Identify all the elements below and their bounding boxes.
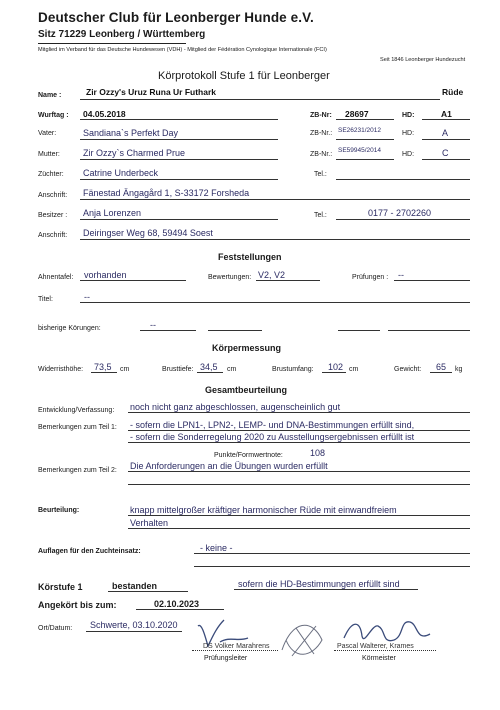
owner-address: Deiringser Weg 68, 59494 Soest bbox=[83, 228, 213, 238]
zb-line bbox=[336, 119, 394, 120]
breeder-address-line bbox=[80, 199, 470, 200]
remarks1-label: Bemerkungen zum Teil 1: bbox=[38, 424, 117, 431]
prior-label: bisherige Körungen: bbox=[38, 325, 101, 332]
height-label: Widerristhöhe: bbox=[38, 366, 84, 373]
development-label: Entwicklung/Verfassung: bbox=[38, 407, 115, 414]
master-sign-line bbox=[334, 650, 436, 651]
level-line bbox=[108, 591, 188, 592]
ratings-value: V2, V2 bbox=[258, 270, 286, 280]
since-note: Seit 1846 Leonberger Hundezucht bbox=[380, 57, 466, 63]
father-hd: A bbox=[442, 128, 449, 138]
mother-hd-label: HD: bbox=[402, 151, 415, 158]
mother-name: Zir Ozzy`s Charmed Prue bbox=[83, 148, 186, 158]
hd-line bbox=[422, 119, 470, 120]
until-line bbox=[136, 609, 224, 610]
remarks2-rule1 bbox=[128, 471, 470, 472]
chest-depth-label: Brusttiefe: bbox=[162, 366, 194, 373]
prior-value: -- bbox=[150, 320, 156, 330]
hd-label: HD: bbox=[402, 112, 415, 119]
breeder-line bbox=[80, 179, 278, 180]
club-name: Deutscher Club für Leonberger Hunde e.V. bbox=[38, 10, 314, 25]
dog-name: Zir Ozzy's Uruz Runa Ur Futhark bbox=[86, 87, 217, 97]
father-zb: SE26231/2012 bbox=[338, 127, 382, 134]
mother-zb-line bbox=[336, 159, 394, 160]
exams-line bbox=[394, 280, 470, 281]
ratings-label: Bewertungen: bbox=[208, 274, 252, 281]
father-line bbox=[80, 139, 278, 140]
owner-name: Anja Lorenzen bbox=[83, 208, 142, 218]
conditions-rule2 bbox=[194, 566, 470, 567]
mother-zb: SE59945/2014 bbox=[338, 147, 382, 154]
remarks1-rule2 bbox=[128, 442, 470, 443]
evaluation-rule1 bbox=[128, 515, 470, 516]
dog-sex: Rüde bbox=[442, 87, 464, 97]
height-line bbox=[91, 372, 117, 373]
father-label: Vater: bbox=[38, 130, 57, 137]
points-label: Punkte/Formwertnote: bbox=[214, 452, 283, 459]
height-value: 73,5 bbox=[94, 362, 112, 372]
chest-depth-value: 34,5 bbox=[200, 362, 218, 372]
titles-label: Titel: bbox=[38, 296, 53, 303]
height-unit: cm bbox=[120, 366, 130, 373]
level-label: Körstufe 1 bbox=[38, 582, 83, 592]
exams-label: Prüfungen : bbox=[352, 274, 389, 281]
chest-depth-line bbox=[197, 372, 223, 373]
evaluation-rule2 bbox=[128, 528, 470, 529]
seat-underline bbox=[38, 43, 186, 44]
owner-tel: 0177 - 2702260 bbox=[368, 208, 432, 218]
mother-hd: C bbox=[442, 148, 449, 158]
judge-name: DS Volker Marahrens bbox=[203, 643, 270, 650]
titles-value: -- bbox=[84, 292, 90, 302]
pedigree-value: vorhanden bbox=[84, 270, 127, 280]
development-value: noch nicht ganz abgeschlossen, augenscheinlich gut bbox=[130, 402, 341, 412]
father-hd-label: HD: bbox=[402, 130, 415, 137]
level-value: bestanden bbox=[112, 581, 158, 591]
place-line bbox=[86, 631, 182, 632]
titles-line bbox=[80, 302, 470, 303]
breeder-tel-line bbox=[336, 179, 470, 180]
hd-value: A1 bbox=[441, 109, 452, 119]
conditions-value: - keine - bbox=[200, 543, 233, 553]
girth-value: 102 bbox=[328, 362, 344, 372]
master-role: Körmeister bbox=[362, 655, 396, 662]
breeder-address-label: Anschrift: bbox=[38, 192, 68, 199]
owner-line bbox=[80, 219, 278, 220]
ratings-line bbox=[256, 280, 320, 281]
mother-label: Mutter: bbox=[38, 151, 60, 158]
whelped-date: 04.05.2018 bbox=[83, 109, 126, 119]
mother-hd-line bbox=[422, 159, 470, 160]
evaluation-line2: Verhalten bbox=[130, 518, 169, 528]
remarks1-line2: - sofern die Sonderregelung 2020 zu Ausstellungsergebnissen erfüllt ist bbox=[130, 432, 415, 442]
conditions-rule1 bbox=[194, 553, 470, 554]
weight-label: Gewicht: bbox=[394, 366, 422, 373]
prior-line-1 bbox=[140, 330, 196, 331]
owner-label: Besitzer : bbox=[38, 212, 68, 219]
father-zb-line bbox=[336, 139, 394, 140]
prior-line-4 bbox=[388, 330, 470, 331]
prior-line-2 bbox=[208, 330, 262, 331]
owner-address-label: Anschrift: bbox=[38, 232, 68, 239]
until-date: 02.10.2023 bbox=[154, 599, 200, 609]
father-zb-label: ZB-Nr.: bbox=[310, 130, 333, 137]
mother-line bbox=[80, 159, 278, 160]
remarks1-rule1 bbox=[128, 430, 470, 431]
remarks1-line1: - sofern die LPN1-, LPN2-, LEMP- und DNA-Bestimmungen erfüllt sind, bbox=[130, 420, 415, 430]
breeder-tel-label: Tel.: bbox=[314, 171, 327, 178]
pedigree-line bbox=[80, 280, 186, 281]
conditions-label: Auflagen für den Zuchteinsatz: bbox=[38, 548, 141, 555]
assessment-heading: Gesamtbeurteilung bbox=[205, 385, 288, 395]
owner-address-line bbox=[80, 239, 470, 240]
until-label: Angekört bis zum: bbox=[38, 600, 117, 610]
zb-label: ZB-Nr: bbox=[310, 112, 332, 119]
breeder-address: Fänestad Ängagård 1, S-33172 Forsheda bbox=[83, 188, 250, 198]
girth-label: Brustumfang: bbox=[272, 366, 314, 373]
whelped-label: Wurftag : bbox=[38, 112, 69, 119]
exams-value: -- bbox=[398, 270, 404, 280]
zb-number: 28697 bbox=[345, 109, 369, 119]
page-title: Körprotokoll Stufe 1 für Leonberger bbox=[158, 70, 330, 82]
master-name: Pascal Walterer, Krames bbox=[337, 643, 414, 650]
girth-unit: cm bbox=[349, 366, 359, 373]
club-seat: Sitz 71229 Leonberg / Württemberg bbox=[38, 29, 206, 40]
remarks2-value: Die Anforderungen an die Übungen wurden erfüllt bbox=[130, 461, 328, 471]
name-line bbox=[80, 99, 440, 100]
mother-zb-label: ZB-Nr.: bbox=[310, 151, 333, 158]
breeder-label: Züchter: bbox=[38, 171, 64, 178]
place-label: Ort/Datum: bbox=[38, 625, 73, 632]
weight-line bbox=[430, 372, 452, 373]
girth-line bbox=[322, 372, 346, 373]
development-line bbox=[128, 412, 470, 413]
owner-tel-label: Tel.: bbox=[314, 212, 327, 219]
findings-heading: Feststellungen bbox=[218, 252, 282, 262]
whelped-line bbox=[80, 119, 278, 120]
breeder-name: Catrine Underbeck bbox=[83, 168, 159, 178]
place-value: Schwerte, 03.10.2020 bbox=[90, 620, 178, 630]
pedigree-label: Ahnentafel: bbox=[38, 274, 74, 281]
remarks2-rule2 bbox=[128, 484, 470, 485]
judge-sign-line bbox=[192, 650, 278, 651]
condition-line bbox=[234, 589, 418, 590]
club-stamp bbox=[272, 610, 342, 668]
points-value: 108 bbox=[310, 448, 326, 458]
chest-depth-unit: cm bbox=[227, 366, 237, 373]
father-name: Sandiana`s Perfekt Day bbox=[83, 128, 179, 138]
remarks2-label: Bemerkungen zum Teil 2: bbox=[38, 467, 117, 474]
judge-role: Prüfungsleiter bbox=[204, 655, 248, 662]
measurements-heading: Körpermessung bbox=[212, 343, 282, 353]
evaluation-line1: knapp mittelgroßer kräftiger harmonischer Rüde mit einwandfreiem bbox=[130, 505, 397, 515]
level-condition: sofern die HD-Bestimmungen erfüllt sind bbox=[238, 579, 400, 589]
name-label: Name : bbox=[38, 92, 62, 99]
weight-unit: kg bbox=[455, 366, 463, 373]
father-hd-line bbox=[422, 139, 470, 140]
owner-tel-line bbox=[336, 219, 470, 220]
prior-line-3 bbox=[338, 330, 380, 331]
evaluation-label: Beurteilung: bbox=[38, 507, 80, 514]
weight-value: 65 bbox=[436, 362, 447, 372]
membership-note: Mitglied im Verband für das Deutsche Hundewesen (VDH) - Mitglied der Fédération Cynologique Internationale (FCI) bbox=[38, 47, 327, 53]
